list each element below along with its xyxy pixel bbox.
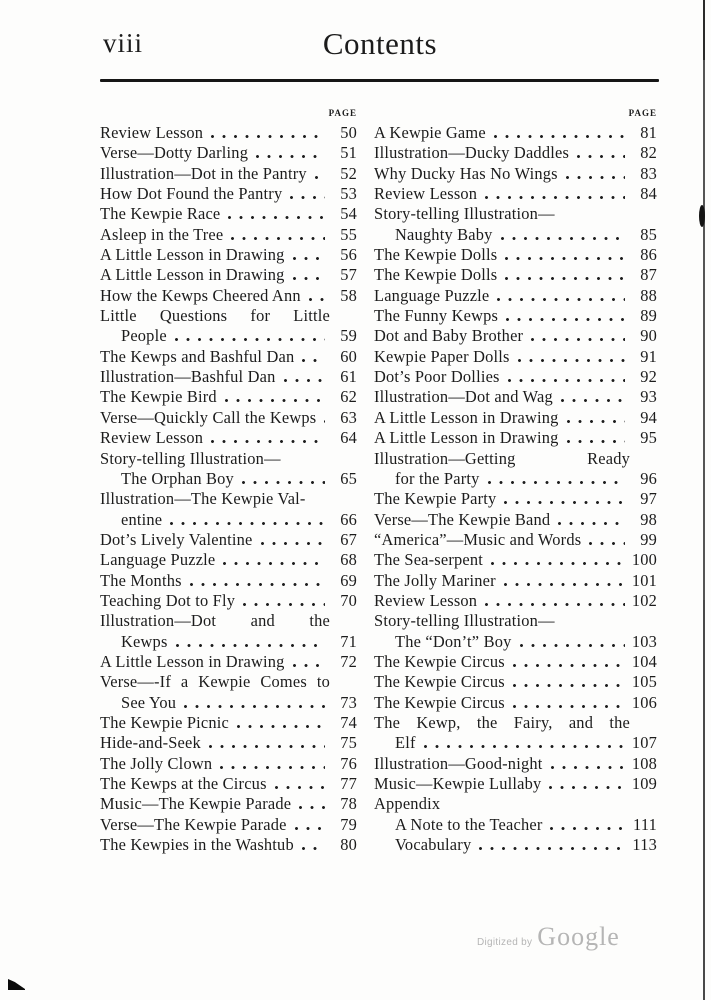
toc-entry-page-number: 92 bbox=[640, 367, 657, 387]
toc-entry bbox=[374, 326, 657, 346]
toc-entry-title: entine bbox=[121, 509, 163, 529]
toc-entry-title: The Kewpie Bird bbox=[100, 387, 217, 407]
toc-entry-title: Teaching Dot to Fly bbox=[100, 590, 236, 610]
dot-leader bbox=[211, 440, 325, 443]
toc-entry-page-number: 89 bbox=[640, 306, 657, 326]
toc-column-right bbox=[374, 104, 657, 855]
dot-leader bbox=[589, 542, 625, 545]
toc-entry-title: Asleep in the Tree bbox=[100, 224, 224, 244]
dot-leader bbox=[290, 196, 325, 199]
toc-entry bbox=[374, 286, 657, 306]
toc-entry-page-number: 106 bbox=[631, 692, 657, 712]
toc-entry-title: Illustration—Bashful Dan bbox=[100, 367, 276, 387]
toc-entry bbox=[374, 550, 657, 570]
toc-entry bbox=[100, 530, 357, 550]
toc-entry-page-number: 87 bbox=[640, 265, 657, 285]
toc-entry-title: Illustration—Getting Ready bbox=[374, 448, 630, 468]
toc-entry-title: Why Ducky Has No Wings bbox=[374, 163, 558, 183]
dot-leader bbox=[295, 827, 325, 830]
toc-entry bbox=[374, 408, 657, 428]
toc-entry-page-number: 63 bbox=[340, 407, 357, 427]
toc-entry-page-number: 75 bbox=[340, 733, 357, 753]
toc-entry-title: The Kewps at the Circus bbox=[100, 774, 267, 793]
page-title: Contents bbox=[322, 26, 438, 61]
dot-leader bbox=[176, 644, 325, 647]
dot-leader bbox=[549, 786, 624, 789]
dot-leader bbox=[309, 298, 325, 301]
toc-entry-page-number: 107 bbox=[631, 733, 657, 753]
toc-entry-page-number: 70 bbox=[340, 590, 357, 610]
dot-leader bbox=[505, 257, 625, 260]
toc-entry-title: Review Lesson bbox=[100, 428, 204, 448]
dot-leader bbox=[324, 420, 325, 423]
toc-entry-title: Verse—The Kewpie Band bbox=[374, 509, 551, 529]
toc-entry-page-number: 98 bbox=[640, 509, 657, 529]
toc-entry-title: Illustration—Ducky Daddles bbox=[374, 143, 570, 163]
toc-entry-title: Story-telling Illustration— bbox=[374, 611, 555, 631]
toc-entry-page-number: 97 bbox=[640, 489, 657, 509]
toc-entry bbox=[100, 184, 357, 204]
dot-leader bbox=[567, 420, 625, 423]
toc-entry bbox=[374, 387, 657, 407]
toc-entry-page-number: 84 bbox=[640, 184, 657, 204]
toc-entry bbox=[374, 306, 657, 326]
toc-entry-page-number: 62 bbox=[340, 387, 357, 407]
toc-entry bbox=[374, 489, 657, 509]
toc-entry-title: How the Kewps Cheered Ann bbox=[100, 285, 301, 305]
toc-entry bbox=[100, 367, 357, 387]
toc-entry-title: Review Lesson bbox=[374, 184, 478, 204]
toc-entry bbox=[374, 754, 657, 774]
toc-entry-title: Vocabulary bbox=[395, 835, 472, 855]
toc-entry bbox=[374, 469, 657, 489]
toc-entry-title: Verse—The Kewpie Parade bbox=[100, 814, 287, 834]
toc-entry bbox=[374, 571, 657, 591]
toc-entry bbox=[374, 164, 657, 184]
toc-entry-title: Kewpie Paper Dolls bbox=[374, 346, 510, 366]
dot-leader bbox=[504, 583, 625, 586]
toc-entry-page-number: 82 bbox=[640, 143, 657, 163]
toc-entry-page-number: 88 bbox=[640, 285, 657, 305]
toc-entry-title: Story-telling Illustration— bbox=[374, 204, 555, 224]
toc-entry-title: A Little Lesson in Drawing bbox=[374, 428, 559, 448]
toc-entry bbox=[100, 489, 357, 509]
toc-entry bbox=[374, 733, 657, 753]
toc-entry-page-number: 90 bbox=[640, 326, 657, 346]
toc-entry bbox=[374, 347, 657, 367]
toc-entry bbox=[374, 143, 657, 163]
dot-leader bbox=[261, 542, 326, 545]
toc-entry-page-number: 64 bbox=[340, 428, 357, 448]
toc-entry-page-number: 83 bbox=[640, 163, 657, 183]
toc-entry-page-number: 105 bbox=[631, 672, 657, 692]
toc-entry bbox=[100, 815, 357, 835]
toc-entry-title: How Dot Found the Pantry bbox=[100, 184, 283, 204]
toc-entry-page-number: 109 bbox=[631, 774, 657, 793]
dot-leader bbox=[237, 725, 325, 728]
dot-leader bbox=[558, 522, 625, 525]
toc-entry-title: The Orphan Boy bbox=[121, 468, 234, 488]
dot-leader bbox=[293, 277, 325, 280]
toc-entry bbox=[374, 184, 657, 204]
toc-entry bbox=[374, 245, 657, 265]
toc-entry bbox=[100, 347, 357, 367]
toc-entry-title: A Note to the Teacher bbox=[395, 814, 543, 834]
dot-leader bbox=[424, 745, 625, 748]
toc-entry bbox=[100, 713, 357, 733]
toc-entry-title: The Kewpie Party bbox=[374, 489, 497, 509]
toc-entry-title: Verse—-If a Kewpie Comes to bbox=[100, 672, 330, 692]
toc-entry-page-number: 94 bbox=[640, 407, 657, 427]
toc-entry-page-number: 81 bbox=[640, 123, 657, 142]
toc-entry-title: Verse—Quickly Call the Kewps bbox=[100, 407, 317, 427]
toc-entry-title: Illustration—The Kewpie Val- bbox=[100, 489, 306, 509]
toc-entry-page-number: 59 bbox=[340, 326, 357, 346]
toc-column-left bbox=[100, 104, 357, 855]
dot-leader bbox=[256, 155, 325, 158]
toc-entry bbox=[374, 815, 657, 835]
toc-entry-title: The Jolly Clown bbox=[100, 753, 213, 773]
toc-entry-title: The Kewpie Picnic bbox=[100, 712, 230, 732]
toc-entry-page-number: 73 bbox=[340, 692, 357, 712]
toc-entry-page-number: 56 bbox=[340, 245, 357, 265]
toc-entry bbox=[100, 510, 357, 530]
toc-entry-title: Dot and Baby Brother bbox=[374, 326, 524, 346]
dot-leader bbox=[211, 135, 325, 138]
dot-leader bbox=[505, 277, 625, 280]
toc-entry-title: Verse—Dotty Darling bbox=[100, 143, 249, 163]
toc-entry-page-number: 52 bbox=[340, 163, 357, 183]
dot-leader bbox=[299, 806, 325, 809]
toc-entry-title: People bbox=[121, 326, 167, 346]
toc-entry-title: Hide-and-Seek bbox=[100, 733, 201, 753]
toc-entry bbox=[100, 469, 357, 489]
toc-entry bbox=[100, 591, 357, 611]
toc-entry-page-number: 101 bbox=[631, 570, 657, 590]
toc-entry bbox=[100, 387, 357, 407]
toc-entry-title: The Kewpie Race bbox=[100, 204, 221, 224]
toc-entry-title: Illustration—Dot and the bbox=[100, 611, 330, 631]
dot-leader bbox=[225, 399, 325, 402]
scan-corner-artifact bbox=[8, 977, 25, 990]
toc-entry-page-number: 78 bbox=[340, 794, 357, 814]
toc-entry-page-number: 113 bbox=[632, 835, 657, 855]
toc-entry-page-number: 58 bbox=[340, 285, 357, 305]
dot-leader bbox=[550, 827, 625, 830]
toc-entry-title: Appendix bbox=[374, 794, 441, 814]
toc-entry-page-number: 96 bbox=[640, 468, 657, 488]
toc-entry-title: The Kewpie Dolls bbox=[374, 245, 498, 265]
toc-entry-page-number: 85 bbox=[640, 224, 657, 244]
dot-leader bbox=[243, 603, 325, 606]
toc-entry-title: See You bbox=[121, 692, 177, 712]
dot-leader bbox=[184, 705, 325, 708]
toc-entry-title: Little Questions for Little bbox=[100, 306, 330, 326]
page-column-label: PAGE bbox=[628, 108, 657, 118]
toc-entry bbox=[374, 672, 657, 692]
toc-entry bbox=[374, 794, 657, 814]
toc-entry-page-number: 65 bbox=[340, 468, 357, 488]
dot-leader bbox=[531, 338, 625, 341]
toc-entry bbox=[100, 306, 357, 326]
toc-entry-title: The Kewps and Bashful Dan bbox=[100, 346, 295, 366]
dot-leader bbox=[302, 847, 325, 850]
toc-entry-title: The Funny Kewps bbox=[374, 306, 499, 326]
toc-entry bbox=[374, 693, 657, 713]
toc-entry-page-number: 57 bbox=[340, 265, 357, 285]
dot-leader bbox=[209, 745, 325, 748]
toc-entry bbox=[100, 265, 357, 285]
toc-entry bbox=[100, 611, 357, 631]
toc-entry-page-number: 76 bbox=[340, 753, 357, 773]
dot-leader bbox=[501, 237, 625, 240]
dot-leader bbox=[567, 440, 625, 443]
toc-entry-page-number: 108 bbox=[631, 753, 657, 773]
toc-entry-page-number: 80 bbox=[340, 835, 357, 855]
toc-entry-page-number: 77 bbox=[340, 774, 357, 793]
toc-entry bbox=[100, 143, 357, 163]
toc-entry-page-number: 86 bbox=[640, 245, 657, 265]
toc-entry bbox=[374, 713, 657, 733]
toc-entry-page-number: 91 bbox=[640, 346, 657, 366]
dot-leader bbox=[504, 501, 625, 504]
toc-entry-title: The Jolly Mariner bbox=[374, 570, 496, 590]
dot-leader bbox=[479, 847, 625, 850]
toc-entry-title: Kewps bbox=[121, 631, 168, 651]
dot-leader bbox=[485, 196, 625, 199]
toc-entry bbox=[100, 164, 357, 184]
toc-entry-title: for the Party bbox=[395, 468, 480, 488]
toc-entry-page-number: 103 bbox=[631, 631, 657, 651]
dot-leader bbox=[518, 359, 625, 362]
toc-entry bbox=[100, 733, 357, 753]
toc-entry-title: A Little Lesson in Drawing bbox=[374, 407, 559, 427]
toc-entry-title: A Little Lesson in Drawing bbox=[100, 265, 285, 285]
dot-leader bbox=[223, 562, 325, 565]
toc-entry bbox=[100, 672, 357, 692]
dot-leader bbox=[485, 603, 625, 606]
toc-entry-page-number: 74 bbox=[340, 712, 357, 732]
toc-entry-title: The Kewpie Circus bbox=[374, 651, 505, 671]
toc-entry bbox=[374, 449, 657, 469]
toc-entry-title: Music—Kewpie Lullaby bbox=[374, 774, 542, 793]
dot-leader bbox=[220, 766, 325, 769]
toc-entry-page-number: 68 bbox=[340, 550, 357, 570]
dot-leader bbox=[242, 481, 325, 484]
toc-entry-title: Illustration—Dot in the Pantry bbox=[100, 163, 307, 183]
toc-entry-page-number: 54 bbox=[340, 204, 357, 224]
toc-entry-page-number: 102 bbox=[631, 590, 657, 610]
dot-leader bbox=[561, 399, 625, 402]
dot-leader bbox=[293, 257, 325, 260]
dot-leader bbox=[170, 522, 325, 525]
toc-entry-title: Illustration—Good-night bbox=[374, 753, 543, 773]
toc-entry-page-number: 55 bbox=[340, 224, 357, 244]
toc-entry bbox=[374, 530, 657, 550]
toc-entry bbox=[100, 794, 357, 814]
dot-leader bbox=[491, 562, 625, 565]
toc-entry bbox=[374, 652, 657, 672]
toc-entry bbox=[374, 835, 657, 855]
toc-entry bbox=[100, 835, 357, 855]
dot-leader bbox=[293, 664, 325, 667]
toc-entry bbox=[374, 632, 657, 652]
toc-entry bbox=[374, 204, 657, 224]
toc-entry bbox=[374, 611, 657, 631]
dot-leader bbox=[315, 176, 325, 179]
scan-edge-line bbox=[703, 0, 705, 1000]
toc-entry-title: Illustration—Dot and Wag bbox=[374, 387, 553, 407]
toc-entry bbox=[100, 408, 357, 428]
dot-leader bbox=[513, 664, 625, 667]
toc-entry-title: Music—The Kewpie Parade bbox=[100, 794, 292, 814]
toc-entry bbox=[100, 245, 357, 265]
toc-entry bbox=[100, 754, 357, 774]
dot-leader bbox=[175, 338, 325, 341]
watermark-prefix: Digitized by bbox=[477, 937, 533, 948]
toc-entry bbox=[374, 510, 657, 530]
header-rule bbox=[100, 79, 659, 82]
dot-leader bbox=[577, 155, 625, 158]
toc-entry-page-number: 53 bbox=[340, 184, 357, 204]
toc-entry-page-number: 95 bbox=[640, 428, 657, 448]
dot-leader bbox=[275, 786, 325, 789]
toc-entry-title: “America”—Music and Words bbox=[374, 529, 582, 549]
scan-edge-blemish bbox=[699, 205, 705, 227]
toc-entry bbox=[374, 591, 657, 611]
toc-entry bbox=[100, 326, 357, 346]
toc-entry bbox=[100, 571, 357, 591]
toc-entry bbox=[100, 449, 357, 469]
toc-entry-title: The “Don’t” Boy bbox=[395, 631, 512, 651]
toc-entry-title: Review Lesson bbox=[100, 123, 204, 142]
toc-entry bbox=[100, 632, 357, 652]
dot-leader bbox=[551, 766, 625, 769]
toc-entry bbox=[374, 367, 657, 387]
toc-entry bbox=[100, 286, 357, 306]
dot-leader bbox=[513, 705, 625, 708]
toc-entry-page-number: 66 bbox=[340, 509, 357, 529]
toc-entry-page-number: 51 bbox=[340, 143, 357, 163]
toc-entry bbox=[100, 204, 357, 224]
dot-leader bbox=[488, 481, 625, 484]
toc-entry bbox=[374, 265, 657, 285]
toc-entry bbox=[100, 225, 357, 245]
toc-entry-title: The Kewpies in the Washtub bbox=[100, 835, 294, 855]
dot-leader bbox=[302, 359, 325, 362]
toc-entry-title: A Little Lesson in Drawing bbox=[100, 245, 285, 265]
toc-entry bbox=[100, 123, 357, 143]
toc-entry-title: The Sea-serpent bbox=[374, 550, 484, 570]
toc-entry-page-number: 71 bbox=[340, 631, 357, 651]
toc-entry-page-number: 60 bbox=[340, 346, 357, 366]
toc-entry-title: Language Puzzle bbox=[374, 285, 490, 305]
toc-entry-title: A Little Lesson in Drawing bbox=[100, 651, 285, 671]
toc-entry-page-number: 104 bbox=[631, 651, 657, 671]
toc-entry bbox=[374, 225, 657, 245]
toc-entry bbox=[100, 693, 357, 713]
dot-leader bbox=[497, 298, 625, 301]
dot-leader bbox=[228, 216, 325, 219]
toc-entry-page-number: 69 bbox=[340, 570, 357, 590]
toc-entry bbox=[100, 774, 357, 794]
toc-entry bbox=[100, 652, 357, 672]
toc-entry-title: A Kewpie Game bbox=[374, 123, 486, 142]
page-folio: viii bbox=[103, 28, 144, 58]
toc-entry bbox=[100, 550, 357, 570]
dot-leader bbox=[284, 379, 325, 382]
toc-entry-title: The Kewpie Circus bbox=[374, 672, 505, 692]
toc-entry-title: Naughty Baby bbox=[395, 224, 493, 244]
toc-entry-page-number: 50 bbox=[340, 123, 357, 142]
toc-entry-title: The Months bbox=[100, 570, 182, 590]
toc-entries-left bbox=[100, 123, 357, 855]
toc-entry-page-number: 99 bbox=[640, 529, 657, 549]
toc-entry-title: The Kewpie Dolls bbox=[374, 265, 498, 285]
toc-entry bbox=[100, 428, 357, 448]
dot-leader bbox=[566, 176, 625, 179]
toc-entry-title: Story-telling Illustration— bbox=[100, 448, 281, 468]
toc-entry-title: Language Puzzle bbox=[100, 550, 216, 570]
dot-leader bbox=[520, 644, 625, 647]
toc-entry-title: Elf bbox=[395, 733, 416, 753]
page-column-label: PAGE bbox=[328, 108, 357, 118]
toc-entry-title: The Kewp, the Fairy, and the bbox=[374, 712, 630, 732]
digitization-watermark bbox=[477, 922, 620, 952]
toc-entry-page-number: 67 bbox=[340, 529, 357, 549]
toc-entry-title: Dot’s Poor Dollies bbox=[374, 367, 500, 387]
toc-entry-title: Dot’s Lively Valentine bbox=[100, 529, 253, 549]
toc-entry-title: The Kewpie Circus bbox=[374, 692, 505, 712]
toc-entries-right bbox=[374, 123, 657, 855]
toc-entry-page-number: 111 bbox=[633, 814, 657, 834]
toc-entry bbox=[374, 123, 657, 143]
toc-entry-page-number: 100 bbox=[631, 550, 657, 570]
dot-leader bbox=[513, 684, 625, 687]
toc-entry-page-number: 79 bbox=[340, 814, 357, 834]
dot-leader bbox=[494, 135, 625, 138]
toc-entry-page-number: 93 bbox=[640, 387, 657, 407]
dot-leader bbox=[231, 237, 325, 240]
toc-entry-page-number: 61 bbox=[340, 367, 357, 387]
google-logo: Google bbox=[537, 922, 620, 951]
toc-entry-title: Review Lesson bbox=[374, 590, 478, 610]
dot-leader bbox=[506, 318, 625, 321]
toc-entry bbox=[374, 774, 657, 794]
toc-entry-page-number: 72 bbox=[340, 651, 357, 671]
toc-entry bbox=[374, 428, 657, 448]
dot-leader bbox=[508, 379, 625, 382]
dot-leader bbox=[190, 583, 325, 586]
